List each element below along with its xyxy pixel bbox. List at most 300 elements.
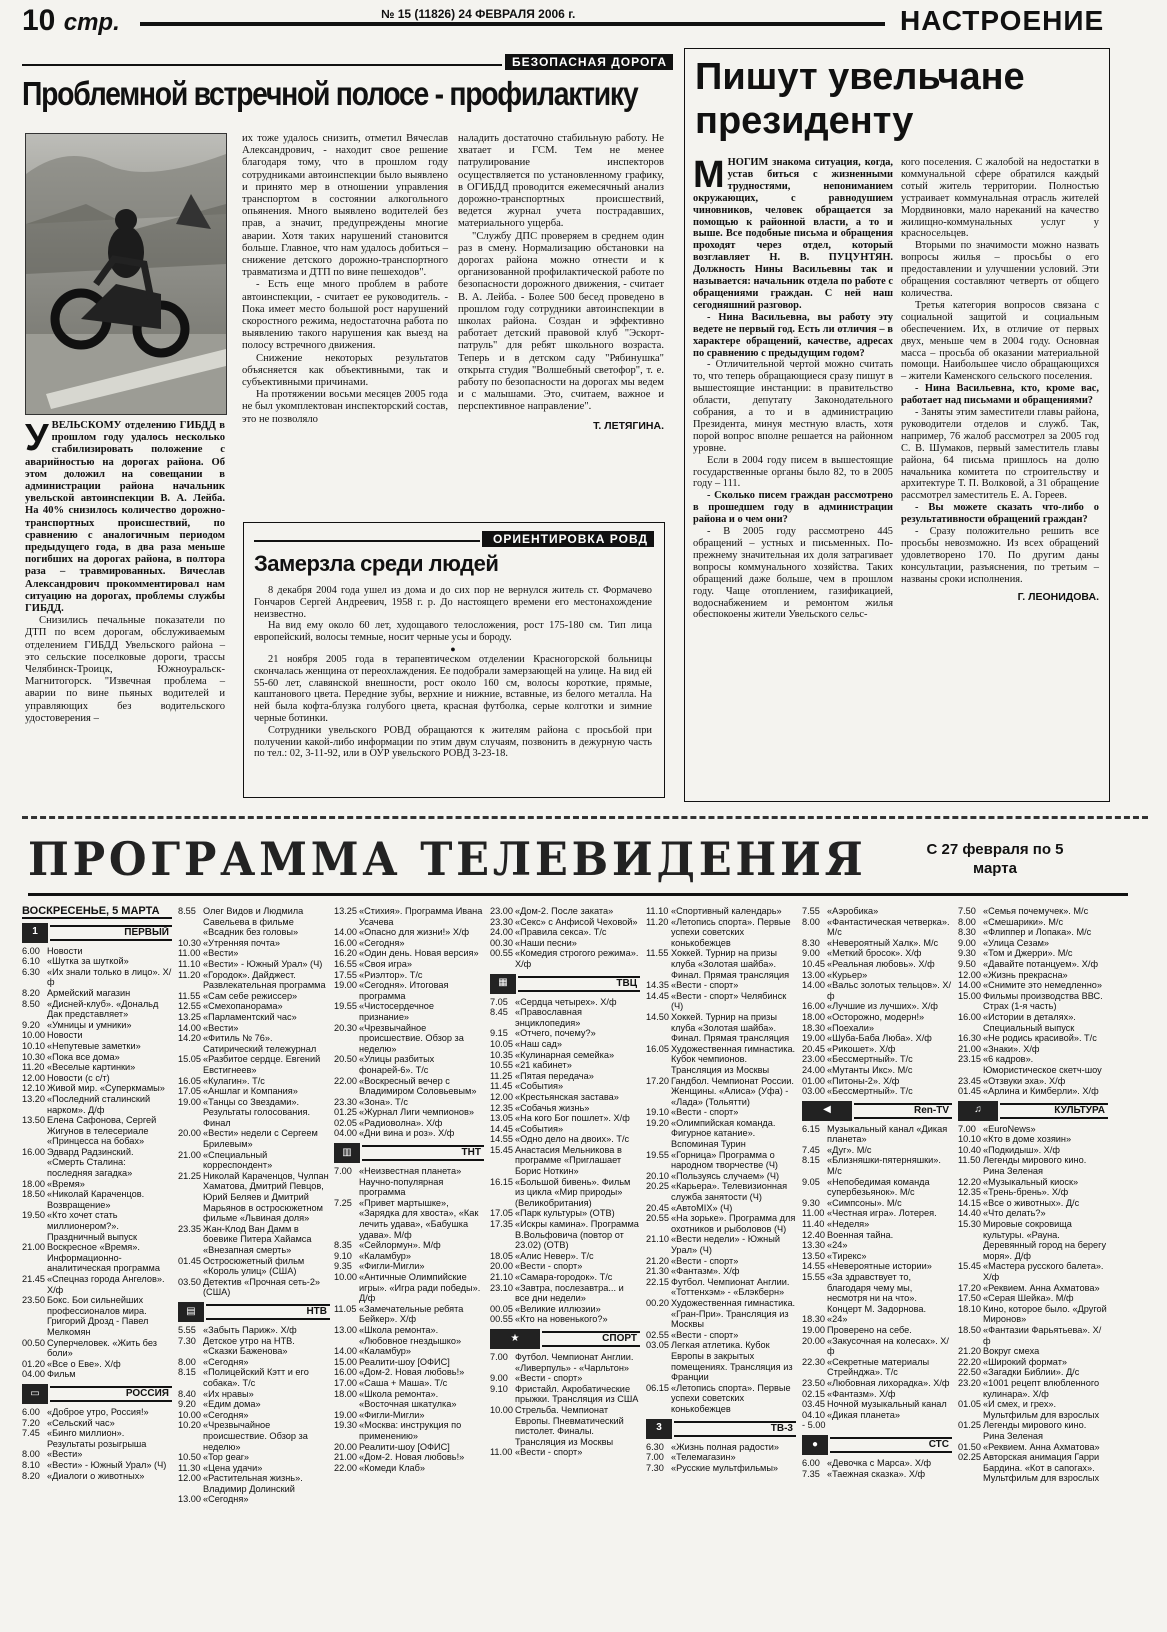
tv-show: «Парк культуры» (ОТВ) [515, 1208, 615, 1219]
stc-list [802, 1458, 952, 1479]
tv-time: 14.00 [958, 980, 981, 991]
article1-p4: Снижение некоторых результатов объясняется как объективными, так и субъективными причинами. [242, 352, 448, 389]
tv-show: «События» [515, 1081, 564, 1092]
tv-time: 00.55 [490, 948, 513, 959]
tv-show: Художественная гимнастика. «Гран-При». Трансляция из Москвы [671, 1297, 796, 1330]
article3-a2c: Вторыми по значимости можно назвать вопросы жилья – просьбы о его предоставлении и улучшении условий. Эти обращения составляют четверть от общего количества. [901, 240, 1099, 299]
tv-show: «Горница» Программа о народном творчестве (Ч) [671, 1149, 778, 1171]
page-header [22, 6, 1148, 36]
tv-show: Новости (с с/т) [47, 1072, 110, 1083]
article1-p2: их тоже удалось снизить, отметил Вячеслав Александрович, - находит свое решение благодаря тому, что в прошлом году сотрудниками автоинспекции было выявлено и принято мер в отношении управления транспортом в состоянии алкогольного опьянения. Много выявлено водителей без прав, а значит, предупреждены многие аварии. Хотя таких нарушений становится больше. Главное, что нам удалось добиться – снижение детского дорожно-транспортного травматизма и ДТП по вине пешеходов". [242, 133, 448, 279]
tv-time: 23.45 [958, 1075, 981, 1086]
kultura-list [958, 1124, 1108, 1484]
article1-p5: На протяжении восьми месяцев 2005 года не был укомплектован инспекторский состав, это не позволяло [242, 389, 448, 425]
page-number-value: 10 [22, 4, 56, 37]
tv-time: 22.50 [958, 1367, 981, 1378]
tv-time: 01.25 [334, 1107, 357, 1118]
tv-time: 11.20 [22, 1062, 45, 1073]
tv-time: 8.30 [802, 937, 820, 948]
tv-listing-row [178, 938, 330, 949]
tv-listing-row [802, 906, 952, 917]
bullet-divider: ● [450, 643, 456, 654]
tv-time: 19.50 [22, 1210, 45, 1221]
tv-show: «Летопись спорта». Первые успехи советских конькобежцев [671, 916, 791, 948]
tv-listing-row [958, 1012, 1108, 1033]
channel-bar-sport [490, 1329, 640, 1349]
tv-show: «Их знали только в лицо». Х/ф [47, 966, 172, 988]
tv-show: «Едим дома» [203, 1399, 261, 1410]
tv-show: «Сейлормун». М/ф [359, 1240, 441, 1251]
tv-show: «На зорьке». Программа для охотников и рыболовов (Ч) [671, 1213, 796, 1234]
tv-listing-row [22, 1242, 172, 1274]
tv-time: 12.55 [178, 1001, 201, 1012]
tv-time: 17.20 [646, 1075, 669, 1086]
tv-listing-row [490, 1251, 640, 1262]
tv-listing-row [22, 1449, 172, 1460]
tv-time: 21.10 [490, 1272, 513, 1282]
tv-time: 02.25 [958, 1452, 981, 1463]
tv-time: 13.00 [178, 1494, 201, 1505]
tv-show: «Античные Олимпийские игры». «Игра ради победы». Д/ф [359, 1272, 481, 1304]
tv-time: 12.10 [22, 1083, 45, 1094]
tv-show: «Доброе утро, Россия!» [47, 1406, 149, 1417]
tv-show: «Вести - спорт» [671, 1107, 739, 1118]
tv-time: 12.20 [958, 1176, 981, 1187]
tv-show: «Том и Джерри». М/с [983, 948, 1073, 959]
tv-show: «Растительная жизнь». Владимир Долинский [203, 1473, 303, 1494]
sport-list [490, 1352, 640, 1458]
tv-time: 9.05 [802, 1176, 820, 1187]
tv-show: «Летопись спорта». Первые успехи советских конькобежцев [671, 1382, 791, 1414]
tv-time: 20.00 [490, 1261, 513, 1272]
tv-listing-row [178, 1097, 330, 1129]
tv-time: 22.20 [958, 1356, 981, 1367]
tv-time: 14.45 [490, 1123, 513, 1134]
tv-show: «Вальс золотых тельцов». Х/ф [827, 980, 952, 1001]
tv-listing-row [490, 1081, 640, 1092]
channel-bar-2 [22, 1384, 172, 1404]
header-rule [140, 22, 885, 26]
tv-time: 8.50 [22, 998, 40, 1009]
tv-listing-row [802, 1001, 952, 1012]
article1-col1 [25, 417, 225, 725]
tv-listing-row [646, 1044, 796, 1076]
tv-listing-row [958, 1187, 1108, 1198]
tv-listing-row [802, 1399, 952, 1410]
tv-time: 6.10 [22, 956, 40, 967]
tv-listing-row [178, 1001, 330, 1012]
tv-listing-row [22, 1083, 172, 1094]
tv-time: 11.20 [178, 969, 201, 980]
tv-show: «Сердца четырех». Х/ф [515, 996, 617, 1007]
tv-show: «Зона». Т/с [359, 1096, 408, 1107]
sport-logo-icon: ★ [490, 1329, 540, 1349]
tv-time: 21.00 [958, 1043, 981, 1054]
tv-time: 17.00 [334, 1377, 357, 1388]
tv-listing-row [490, 1071, 640, 1082]
tv-listing-row [334, 980, 484, 1001]
tv-listing-row [334, 1240, 484, 1251]
tv-listing-row [958, 1208, 1108, 1219]
tv3-list [646, 1442, 796, 1474]
tv-listing-row [958, 1219, 1108, 1261]
tv-time: 13.25 [334, 906, 357, 916]
channel-bar-tvc [490, 974, 640, 994]
tv-listing-row [802, 1044, 952, 1055]
tv-listing-row [802, 1023, 952, 1034]
tv-time: 21.10 [646, 1234, 669, 1245]
tv-time: 19.10 [646, 1107, 669, 1118]
tv-listing-row [802, 1076, 952, 1087]
tv-time: 11.25 [490, 1070, 513, 1081]
tv-listing-row [178, 1367, 330, 1388]
tv-show: Бокс. Бои сильнейших профессионалов мира. Григорий Дрозд - Павел Мелкомян [47, 1295, 149, 1337]
tv-listing-row [22, 1338, 172, 1359]
tv-listing-row [334, 1001, 484, 1022]
tv-time: 6.30 [646, 1441, 664, 1452]
tv-listing-row [490, 1447, 640, 1458]
tv-show: Олег Видов и Людмила Савельева в фильме «Всадник без головы» [203, 906, 304, 938]
tv-show: «На кого Бог пошлет». Х/ф [515, 1113, 630, 1124]
tv-time: 12.35 [958, 1187, 981, 1198]
tv-show: «Бессмертный». Т/с [827, 1086, 913, 1097]
tv-show: «Парламентский час» [203, 1011, 297, 1022]
tv-time: 23.00 [802, 1054, 825, 1065]
tv-time: 13.30 [802, 1240, 825, 1251]
tv-dates: С 27 февраля по 5 марта [926, 841, 1064, 877]
tv-time: 15.30 [958, 1219, 981, 1230]
tv-show: «Фигли-Мигли» [359, 1409, 425, 1420]
tv-show: Футбол. Чемпионат Англии. «Тоттенхэм» - «Блэкберн» [671, 1276, 790, 1298]
channel-bar-tnt [334, 1143, 484, 1163]
tv-listing-row [958, 1155, 1108, 1176]
tv-time: 10.20 [178, 1420, 201, 1431]
tv-time: 01.25 [958, 1420, 981, 1431]
tv-listing-row [178, 1494, 330, 1505]
tv-show: «Саша + Маша». Т/с [359, 1377, 448, 1388]
tv-show: «Цена удачи» [203, 1462, 263, 1473]
tv-listing-row [958, 1283, 1108, 1294]
tv-listing-row [178, 1256, 330, 1277]
tv-show: Военная тайна. [827, 1229, 894, 1240]
tv-show: «6 кадров». Юмористическое скетч-шоу [983, 1054, 1102, 1075]
tv-time: 6.00 [22, 945, 40, 956]
tv-listing-row [646, 980, 796, 991]
article1-col2 [242, 133, 448, 426]
tv-listing-row [178, 1399, 330, 1410]
tv-show: «Не родись красивой». Т/с [983, 1033, 1097, 1044]
tv-time: 23.50 [22, 1295, 45, 1306]
tv-listing-row [958, 1134, 1108, 1145]
tv-show: «Секс» с Анфисой Чеховой» [515, 916, 638, 927]
tv-listing-row [802, 1086, 952, 1097]
tv-time: 01.45 [958, 1086, 981, 1097]
article3-q4: - Вы можете сказать что-либо о результативности обращений граждан? [901, 502, 1099, 526]
channel1-logo-icon: 1 [22, 923, 48, 943]
tv-col4 [490, 906, 640, 1458]
tv-show: «Top gear» [203, 1452, 249, 1463]
tv-show: «Спецназ города Ангелов». Х/ф [47, 1274, 165, 1295]
tv-time: 15.55 [802, 1272, 825, 1282]
tv-time: 7.50 [958, 906, 976, 916]
tv-listing-row [22, 1274, 172, 1295]
tv-listing-row [334, 970, 484, 981]
article3-col1 [693, 154, 893, 621]
tv-listing-row [958, 1198, 1108, 1209]
tv-time: 16.00 [802, 1001, 825, 1012]
tv-show: «Полицейский Кэтт и его собака». Т/с [203, 1367, 309, 1388]
tv-listing-row [490, 1261, 640, 1272]
tv-time: 8.40 [178, 1388, 196, 1399]
rentv-list [802, 1124, 952, 1431]
tv-listing-row [958, 1357, 1108, 1368]
tv-show: «Улицы разбитых фонарей-6». Т/с [359, 1054, 435, 1075]
tv-show: Музыкальный канал «Дикая планета» [827, 1123, 948, 1145]
tv-time: 7.30 [646, 1462, 664, 1473]
tv-time: 18.50 [22, 1189, 45, 1200]
tv-show: «Дисней-клуб». «Дональд Дак представляет» [47, 998, 159, 1020]
tv-listing-row [334, 1251, 484, 1262]
tv-show: «Своя игра» [359, 958, 412, 969]
tv-show: Легенды мирового кино. Рина Зеленая [983, 1155, 1087, 1177]
rentv-logo-icon: ◀ [802, 1101, 852, 1121]
tv-listing-row [178, 1473, 330, 1494]
tv-show: «Олимпийская команда. Фигурное катание». Вспоминая Турин [671, 1117, 776, 1150]
tv-show: Елена Сафонова, Сергей Жигунов в телесериале «Принцесса на бобах» [47, 1115, 157, 1147]
tv-listing-row [22, 1460, 172, 1471]
article2-p1: 8 декабря 2004 года ушел из дома и до сих пор не вернулся житель ст. Формачево Гончаров Сергей Андреевич, 1958 г. р. До настоящего времени его местонахождение неизвестно. [254, 585, 652, 620]
tv-listing-row [646, 1452, 796, 1463]
tv-col3 [334, 906, 484, 1473]
tv-time: 8.15 [802, 1155, 820, 1166]
tv-show: «Пятая передача» [515, 1070, 594, 1081]
tv-listing-row [802, 1033, 952, 1044]
tv-time: 14.50 [646, 1011, 669, 1022]
tv3-name: ТВ-3 [674, 1421, 796, 1437]
tv-time: 12.35 [490, 1102, 513, 1113]
tv-show: «Фантастическая четверка». М/с [827, 916, 950, 938]
tv-listing-row [178, 1357, 330, 1368]
channel-bar-rentv [802, 1101, 952, 1121]
tv-show: «Секретные материалы Стрейнджа». Т/с [827, 1356, 930, 1378]
tv-time: 17.05 [178, 1086, 201, 1097]
tv-time: 18.05 [490, 1250, 513, 1261]
tv-show: «Русские мультфильмы» [671, 1462, 779, 1473]
stc-name: СТС [830, 1437, 952, 1453]
tv-time: 8.00 [22, 1449, 40, 1460]
tv-show: «Утренняя почта» [203, 937, 281, 948]
tv-show: «Дуг». М/с [827, 1144, 872, 1155]
tv-show: «24» [827, 1314, 848, 1325]
tv-listing-row [490, 1384, 640, 1405]
tv-show: «Сегодня» [203, 1494, 249, 1505]
tv-listing-row [802, 917, 952, 938]
tv-show: Детское утро на НТВ. «Сказки Баженова» [203, 1335, 295, 1357]
tv-show: «Неизвестная планета» Научно-популярная программа [359, 1166, 462, 1198]
tv-time: 11.20 [646, 916, 669, 927]
tv-time: 20.00 [334, 1441, 357, 1452]
tv-show: «Вести - спорт» [515, 1373, 583, 1384]
tv-show: Суперчеловек. «Жить без боли» [47, 1337, 157, 1359]
tv-show: «Кто хочет стать миллионером?». Праздничный выпуск [47, 1210, 138, 1242]
tv-show: «Поехали» [827, 1022, 874, 1033]
tv-listing-row [646, 1298, 796, 1330]
tv-time: 03.05 [646, 1340, 669, 1351]
tv-listing-row [958, 1399, 1108, 1420]
tv-listing-row [490, 1134, 640, 1145]
tv-listing-row [178, 948, 330, 959]
tv-time: 19.20 [646, 1117, 669, 1128]
tv-time: 18.30 [802, 1314, 825, 1325]
tv-show: Легенды мирового кино. Рина Зеленая [983, 1420, 1087, 1441]
tv-listing-row [22, 1020, 172, 1031]
tv-time: 12.00 [178, 1473, 201, 1484]
tv-time: 19.00 [802, 1033, 825, 1044]
stc-logo-icon: ● [802, 1435, 828, 1455]
tv-listing-row [646, 1171, 796, 1182]
tv-time: 7.55 [802, 906, 820, 916]
tv-time: 22.00 [334, 1462, 357, 1473]
tv-time: 03.50 [178, 1276, 201, 1287]
tv-listing-row [178, 1277, 330, 1298]
tv-show: Художественная гимнастика. Кубок чемпионов. Трансляция из Москвы [671, 1043, 796, 1075]
tv-listing-row [490, 1039, 640, 1050]
tv-show: «Вести» - Южный Урал» (Ч) [203, 958, 323, 969]
tv-time: 03.00 [802, 1086, 825, 1097]
tv-listing-row [22, 1094, 172, 1115]
tv-listing-row [958, 1044, 1108, 1055]
tv-show: «Дом-2. После заката» [515, 906, 614, 916]
tv-listing-row [334, 1325, 484, 1346]
tv-time: 18.50 [958, 1324, 981, 1335]
tv-time: 00.55 [490, 1314, 513, 1325]
tv-show: «Комедия строгого режима». Х/ф [515, 948, 639, 969]
tv-listing-row [802, 1325, 952, 1336]
tv-time: 9.15 [490, 1028, 508, 1039]
tv-time: 6.15 [802, 1123, 820, 1134]
tv-time: 04.00 [334, 1128, 357, 1139]
tv-listing-row [22, 1147, 172, 1179]
tv-show: «Курьер» [827, 969, 868, 980]
tv-listing-row [22, 1369, 172, 1380]
tv-show: «Фигли-Мигли» [359, 1261, 425, 1272]
tv-show: «Танцы со Звездами». Результаты голосования. Финал [203, 1096, 310, 1128]
article1-signature: Т. ЛЕТЯГИНА. [593, 419, 664, 432]
tv-listing-row [490, 1124, 640, 1135]
tv-time: 11.45 [490, 1081, 513, 1092]
tv-listing-row [178, 1150, 330, 1171]
sport-name: СПОРТ [542, 1331, 640, 1347]
tv-listing-row [802, 1261, 952, 1272]
tv-listing-row [490, 1177, 640, 1209]
page-word: стр. [63, 9, 120, 36]
tv-listing-row [958, 1124, 1108, 1135]
motorcycle-icon [26, 134, 226, 414]
tv-time: 01.00 [802, 1075, 825, 1086]
tv-show: «Близняшки-пятерняшки». М/с [827, 1155, 941, 1177]
tv-time: 7.30 [178, 1335, 196, 1346]
tv-show: Анастасия Мельникова в программе «Приглашает Борис Ноткин» [515, 1144, 622, 1177]
tv-time: 9.50 [958, 958, 976, 969]
tv-time: 7.20 [22, 1417, 40, 1428]
tv-time: 8.10 [22, 1459, 40, 1470]
tv-show: «Девочка с Марса». Х/ф [827, 1457, 932, 1468]
article3-q3: - Нина Васильевна, кто, кроме вас, работает над письмами и обращениями? [901, 383, 1099, 407]
tv-time: 23.30 [490, 916, 513, 927]
tv-show: «Школа ремонта». «Любовное гнездышко» [359, 1324, 462, 1346]
issue-line: № 15 (11826) 24 ФЕВРАЛЯ 2006 г. [377, 7, 579, 21]
article1-lead: ВЕЛЬСКОМУ отделению ГИБДД в прошлом году удалось несколько стабилизировать положение с аварийностью на дорогах района. Об этом доложил на совещании в администрации района начальник увельской автоинспекции В. А. Лейба. На 40% снизилось количество дорожно-транспортных происшествий, по сравнению с аналогичным периодом предыдущего года, в два раза меньше погибших на дорогах района, в полтора раза – травмированных. Вячеслав Александрович прокомментировал нам ситуацию на дорогах, проблемы службы ГИБДД. [25, 420, 225, 615]
tv-listing-row [802, 1219, 952, 1230]
tv-show: «Воскресный вечер с Владимиром Соловьевым» [359, 1075, 477, 1097]
tv-time: 9.10 [334, 1250, 352, 1261]
tv-listing-row [178, 959, 330, 970]
tv-listing-row [958, 1033, 1108, 1044]
tv-show: «Кулагин». Т/с [203, 1075, 265, 1086]
tv-time: 16.05 [178, 1075, 201, 1086]
tv-show: «Питоны-2». Х/ф [827, 1075, 900, 1086]
tv-time: 7.45 [802, 1144, 820, 1155]
tv-listing-row [802, 959, 952, 970]
tv-show: «Городок». Дайджест. Развлекательная программа [203, 969, 326, 991]
tv-listing-row [334, 1442, 484, 1453]
tv-listing-row [490, 1373, 640, 1384]
tvc-name: ТВЦ [518, 976, 640, 992]
tv-time: 20.25 [646, 1181, 669, 1192]
tv-show: «Мутанты Икс». М/с [827, 1064, 913, 1075]
tv-show: «Православная энциклопедия» [515, 1007, 582, 1028]
tv-show: «Давайте потанцуем». Х/ф [983, 958, 1099, 969]
tv-show: «Опасно для жизни!» Х/ф [359, 927, 470, 938]
channel-bar-1 [22, 923, 172, 943]
article1-col3 [458, 133, 664, 432]
tv-show: «Их нравы» [203, 1388, 254, 1399]
tv-listing-row [178, 1012, 330, 1023]
tv-listing-row [22, 967, 172, 988]
tv-listing-row [178, 970, 330, 991]
tv-listing-row [22, 946, 172, 957]
tv-show: «АвтоMIX» (Ч) [671, 1202, 733, 1213]
tv-show: Новости [47, 1030, 83, 1041]
tv-listing-row [490, 997, 640, 1008]
tv-time: 23.50 [802, 1377, 825, 1388]
tv-time: 14.20 [178, 1033, 201, 1044]
tv-show: «Семья почемучек». М/с [983, 906, 1089, 916]
tv-show: «Сегодня» [203, 1409, 249, 1420]
tv-listing-row [334, 1261, 484, 1272]
tv-listing-row [178, 991, 330, 1002]
tv-time: 01.20 [22, 1358, 45, 1369]
tv-show: «Вести - спорт» [671, 1255, 739, 1266]
tv-show: «Неделя» [827, 1219, 870, 1230]
tv-listing-row [802, 1124, 952, 1145]
tv-listing-row [334, 1166, 484, 1198]
article1-p7: "Службу ДПС проверяем в среднем один раз в смену. Нормализацию обстановки на дорогах района можно отнести и к организованной профилактической работе по безопасности дорожного движения, - считает В. А. Лейба. - Более 500 бесед проведено в прошлом году сотрудники автоинспекции в школах района. Создан и эффективно работает детский правовой клуб "Эскорт-патруль" для ребят школьного возраста. Теперь и в детском саду "Рябинушка" открыта студия "Волшебный светофор", т. е. работу по безопасности на дорогах мы ведем и с малышами. Это, считаем, важное и перспективное направление". [458, 230, 664, 413]
tv-show: «Школа ремонта». «Восточная шкатулка» [359, 1388, 457, 1410]
tv-listing-row [178, 1128, 330, 1149]
tv-listing-row [802, 1054, 952, 1065]
tv-listing-row [334, 1054, 484, 1075]
tv-listing-row [958, 948, 1108, 959]
tv-show: «Чрезвычайное происшествие. Обзор за неделю» [359, 1022, 464, 1054]
tv-listing-row [802, 1336, 952, 1357]
tvc-logo-icon: ▦ [490, 974, 516, 994]
tv-show: «Аэробика» [827, 906, 879, 916]
tv-time: 10.30 [22, 1051, 45, 1062]
tv-time: 10.10 [22, 1040, 45, 1051]
tv-listing-row [802, 980, 952, 1001]
tv-time: 10.35 [490, 1049, 513, 1060]
